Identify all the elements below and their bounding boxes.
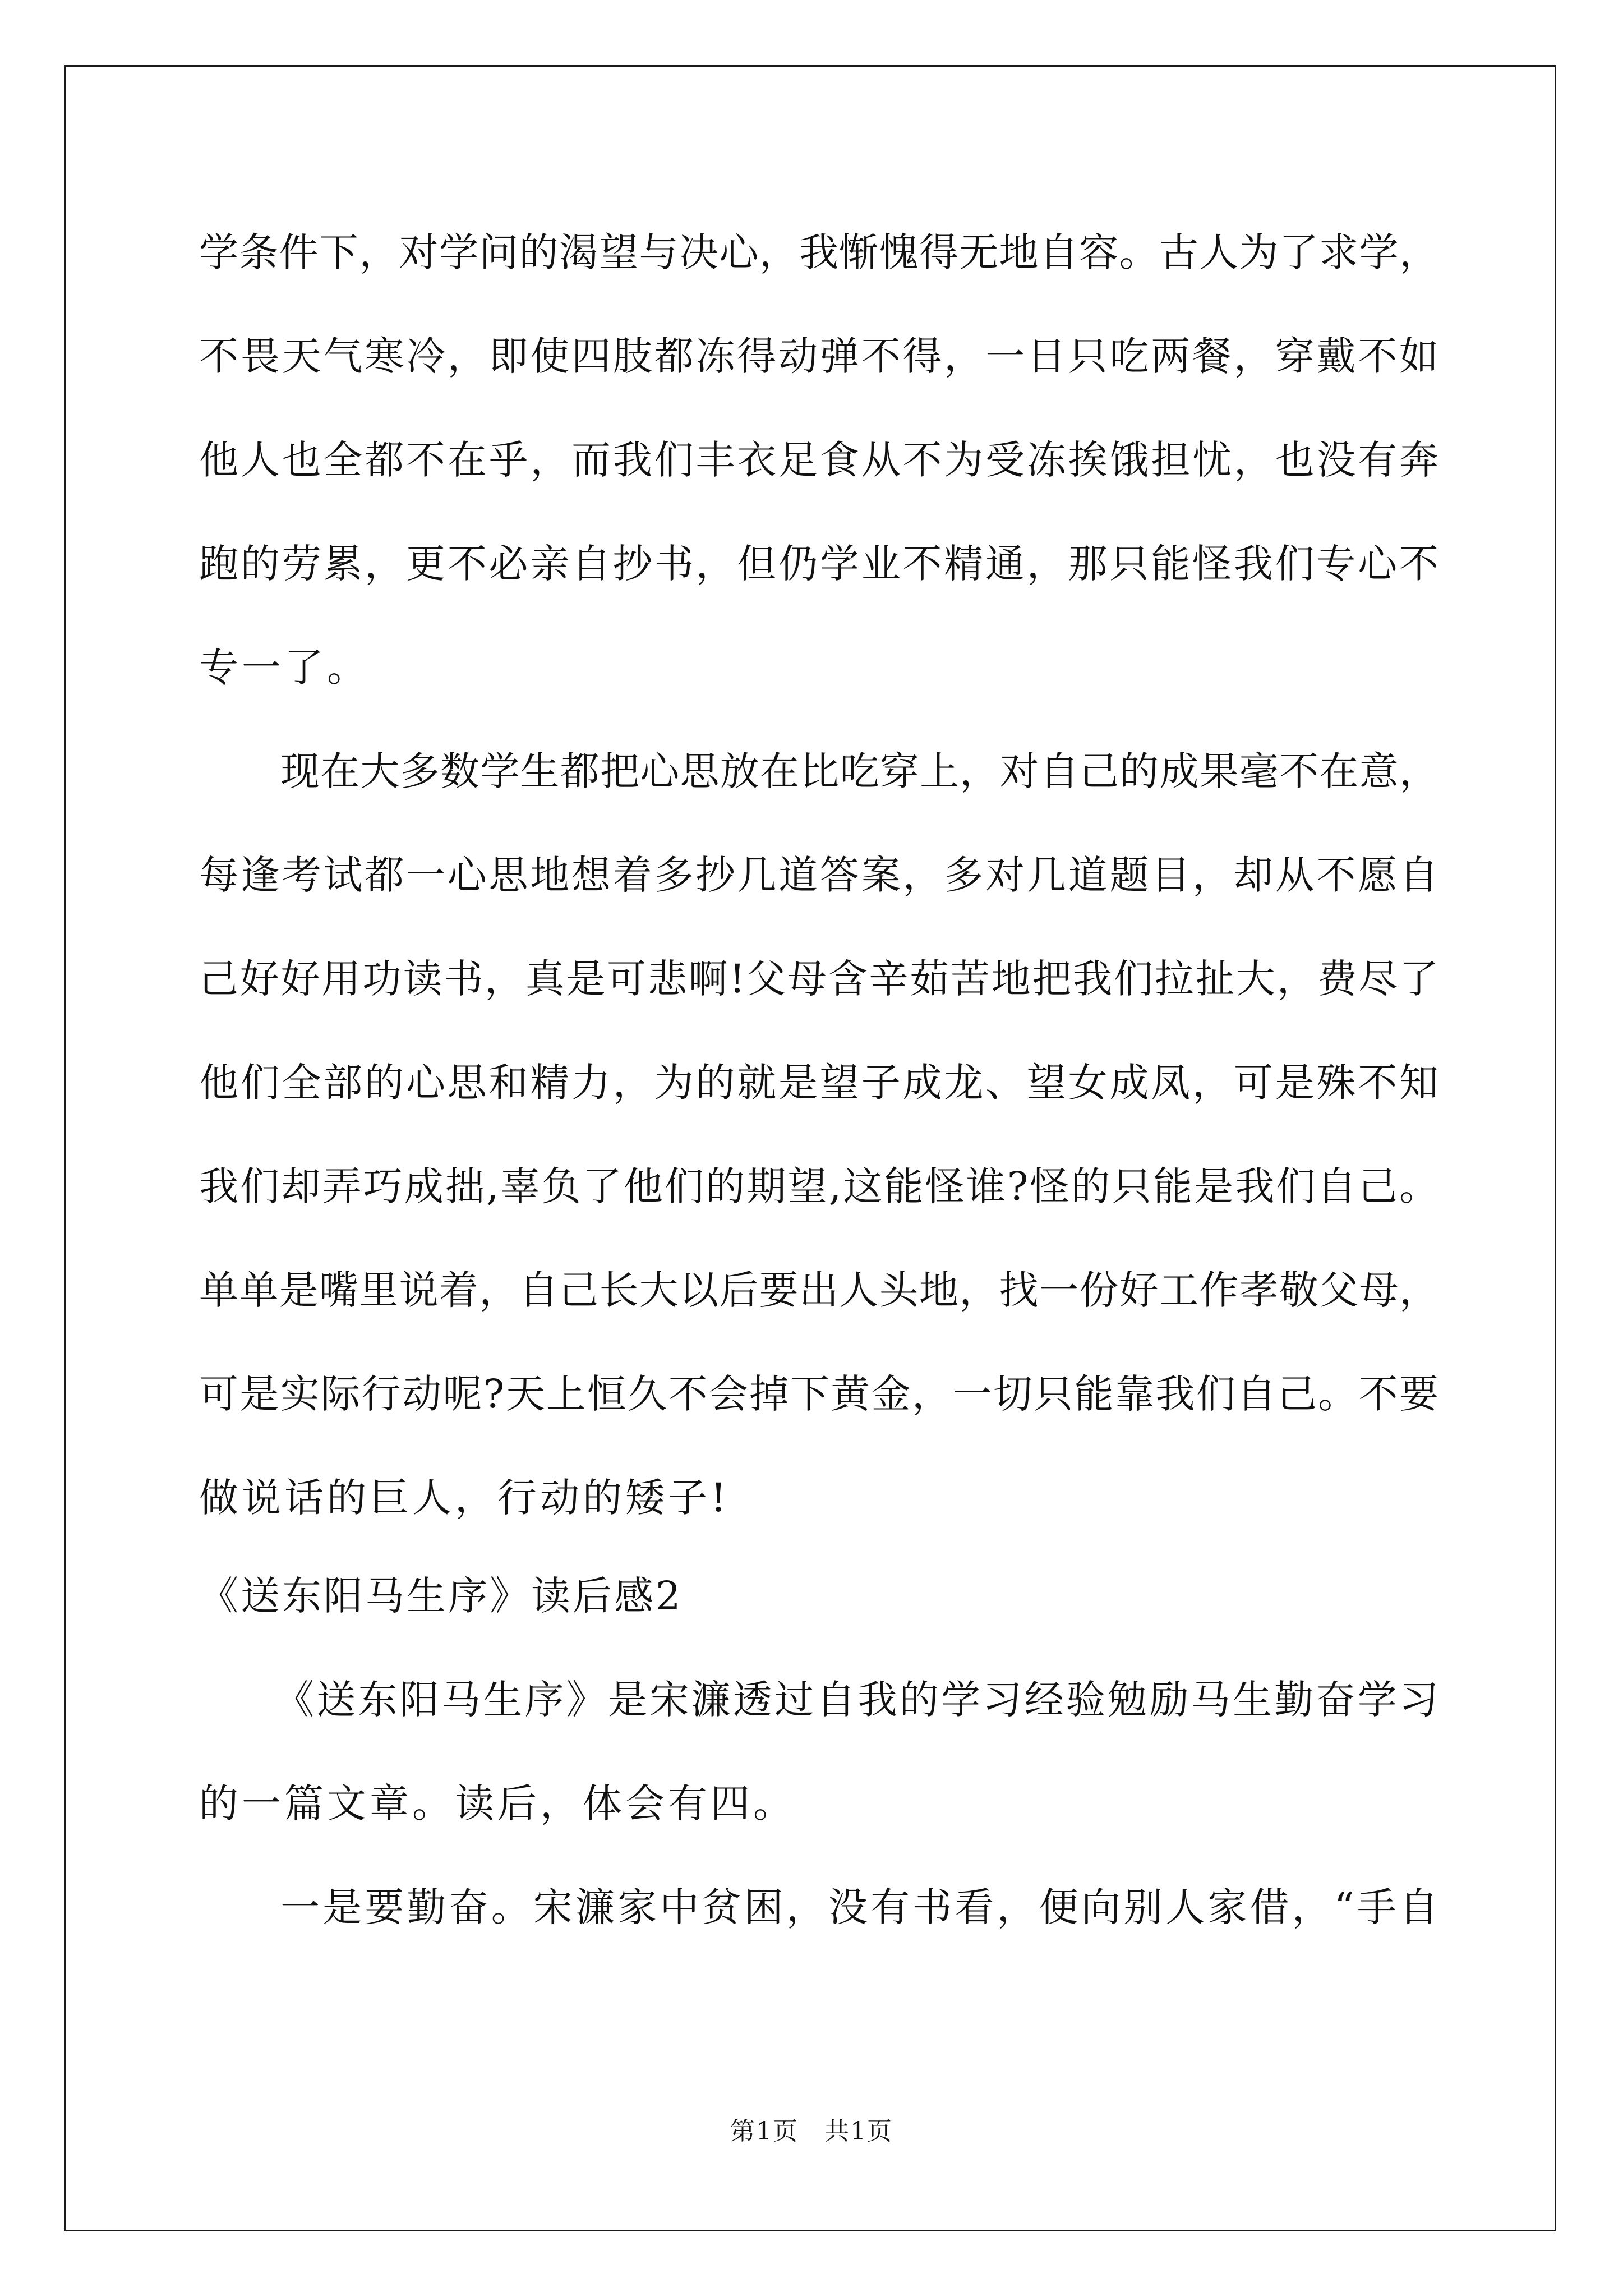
text-line-3: 他人也全都不在乎，而我们丰衣足食从不为受冻挨饿担忧，也没有奔	[199, 437, 1438, 483]
text-line-5: 专一了。	[199, 645, 370, 691]
text-line-4: 跑的劳累，更不必亲自抄书，但仍学业不精通，那只能怪我们专心不	[199, 541, 1438, 587]
text-line-9: 他们全部的心思和精力，为的就是望子成龙、望女成凤，可是殊不知	[199, 1060, 1438, 1106]
page-number-footer: 第1页 共1页	[730, 2117, 893, 2146]
text-line-11: 单单是嘴里说着，自己长大以后要出人头地，找一份好工作孝敬父母，	[199, 1267, 1438, 1313]
text-line-10: 我们却弄巧成拙,辜负了他们的期望,这能怪谁?怪的只能是我们自己。	[199, 1163, 1438, 1209]
text-line-7: 每逢考试都一心思地想着多抄几道答案，多对几道题目，却从不愿自	[199, 852, 1438, 898]
text-line-16: 的一篇文章。读后，体会有四。	[199, 1780, 796, 1826]
paragraph-start-2: 《送东阳马生序》是宋濂透过自我的学习经验勉励马生勤奋学习	[275, 1677, 1438, 1723]
paragraph-start-3: 一是要勤奋。宋濂家中贫困，没有书看，便向别人家借，“手自	[280, 1884, 1438, 1930]
text-line-1: 学条件下，对学问的渴望与决心，我惭愧得无地自容。古人为了求学，	[199, 229, 1438, 275]
text-line-2: 不畏天气寒冷，即使四肢都冻得动弹不得，一日只吃两餐，穿戴不如	[199, 333, 1438, 379]
section-heading: 《送东阳马生序》读后感2	[199, 1573, 683, 1619]
text-line-13: 做说话的巨人，行动的矮子!	[199, 1475, 730, 1521]
text-line-12: 可是实际行动呢?天上恒久不会掉下黄金，一切只能靠我们自己。不要	[199, 1371, 1438, 1417]
text-line-8: 己好好用功读书，真是可悲啊!父母含辛茹苦地把我们拉扯大，费尽了	[199, 956, 1438, 1002]
paragraph-start-1: 现在大多数学生都把心思放在比吃穿上，对自己的成果毫不在意，	[280, 748, 1438, 794]
